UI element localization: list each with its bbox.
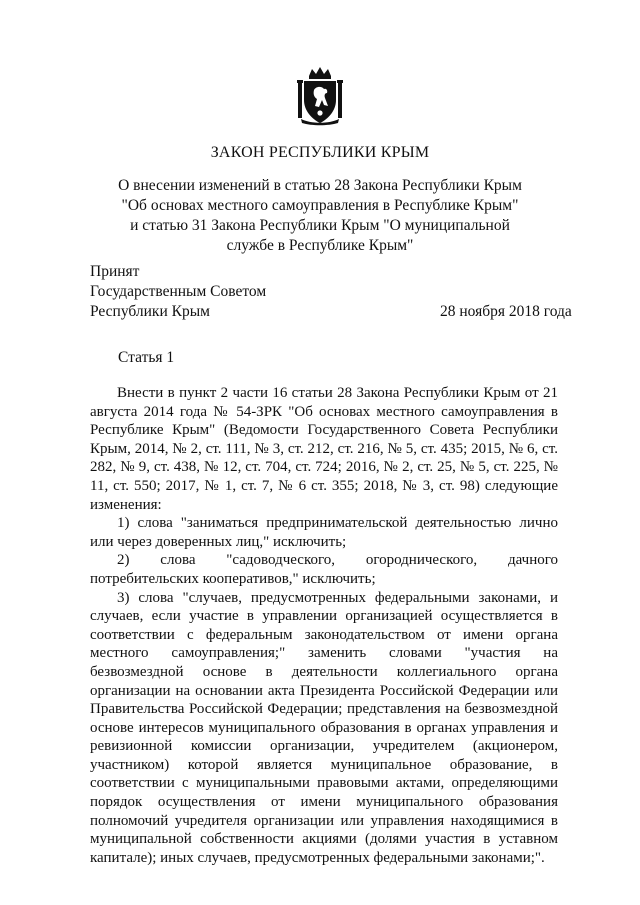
subtitle-line: службе в Республике Крым" [226,237,414,254]
crimea-coat-of-arms-icon [295,66,345,126]
law-title: ЗАКОН РЕСПУБЛИКИ КРЫМ [210,144,430,161]
adopted-date: 28 ноября 2018 года [440,303,572,320]
adopted-line: Республики Крым [90,303,210,320]
adopted-line: Государственным Советом [90,283,267,300]
subtitle-line: О внесении изменений в статью 28 Закона Республики Крым [118,177,522,194]
paragraph: Внести в пункт 2 части 16 статьи 28 Закона Республики Крым от 21 августа 2014 года № 54-ЗРК "Об основах местного самоуправления в Республике Крым" (Ведомости Государственного Совета Республики Крым, 2014, № 2, ст. 111, № 3, ст. 212, ст. 216, № 5, ст. 435; 2015, № 6, ст. 282, № 9, ст. 438, № 12, ст. 704, ст. 724; 2016, № 2, ст. 25, № 5, ст. 225, № 11, ст. 550; 2017, № 1, ст. 7, № 6 ст. 355; 2018, № 3, ст. 98) следующие изменения: [90,385,558,513]
adopted-line: Принят [90,263,140,280]
subtitle-line: и статью 31 Закона Республики Крым "О муниципальной [130,217,510,234]
article-body [90,384,558,867]
law-subtitle [100,176,540,256]
paragraph: 3) слова "случаев, предусмотренных федеральными законами, и случаев, если участие в управлении организацией осуществляется в соответствии с федеральным законодательством от имени органа местного самоуправления;" заменить словами "участия на безвозмездной основе в деятельности коллегиального органа организации на основании акта Президента Российской Федерации или Правительства Российской Федерации; представления на безвозмездной основе интересов муниципального образования в органах управления и ревизионной комиссии организации, учредителем (акционером, участником) которой является муниципальное образование, в соответствии с муниципальными правовыми актами, определяющими порядок осуществления от имени муниципального образования полномочий учредителя организации или управления находящимися в муниципальной собственности акциями (долями участия в уставном капитале); иных случаев, предусмотренных федеральными законами;". [90,589,558,866]
adopted-block [90,262,266,322]
article-heading: Статья 1 [118,349,175,366]
subtitle-line: "Об основах местного самоуправления в Республике Крым" [121,197,519,214]
paragraph: 1) слова "заниматься предпринимательской деятельностью лично или через доверенных лиц," исключить; [90,515,558,550]
paragraph: 2) слова "садоводческого, огороднического, дачного потребительских кооперативов," исключить; [90,552,558,587]
